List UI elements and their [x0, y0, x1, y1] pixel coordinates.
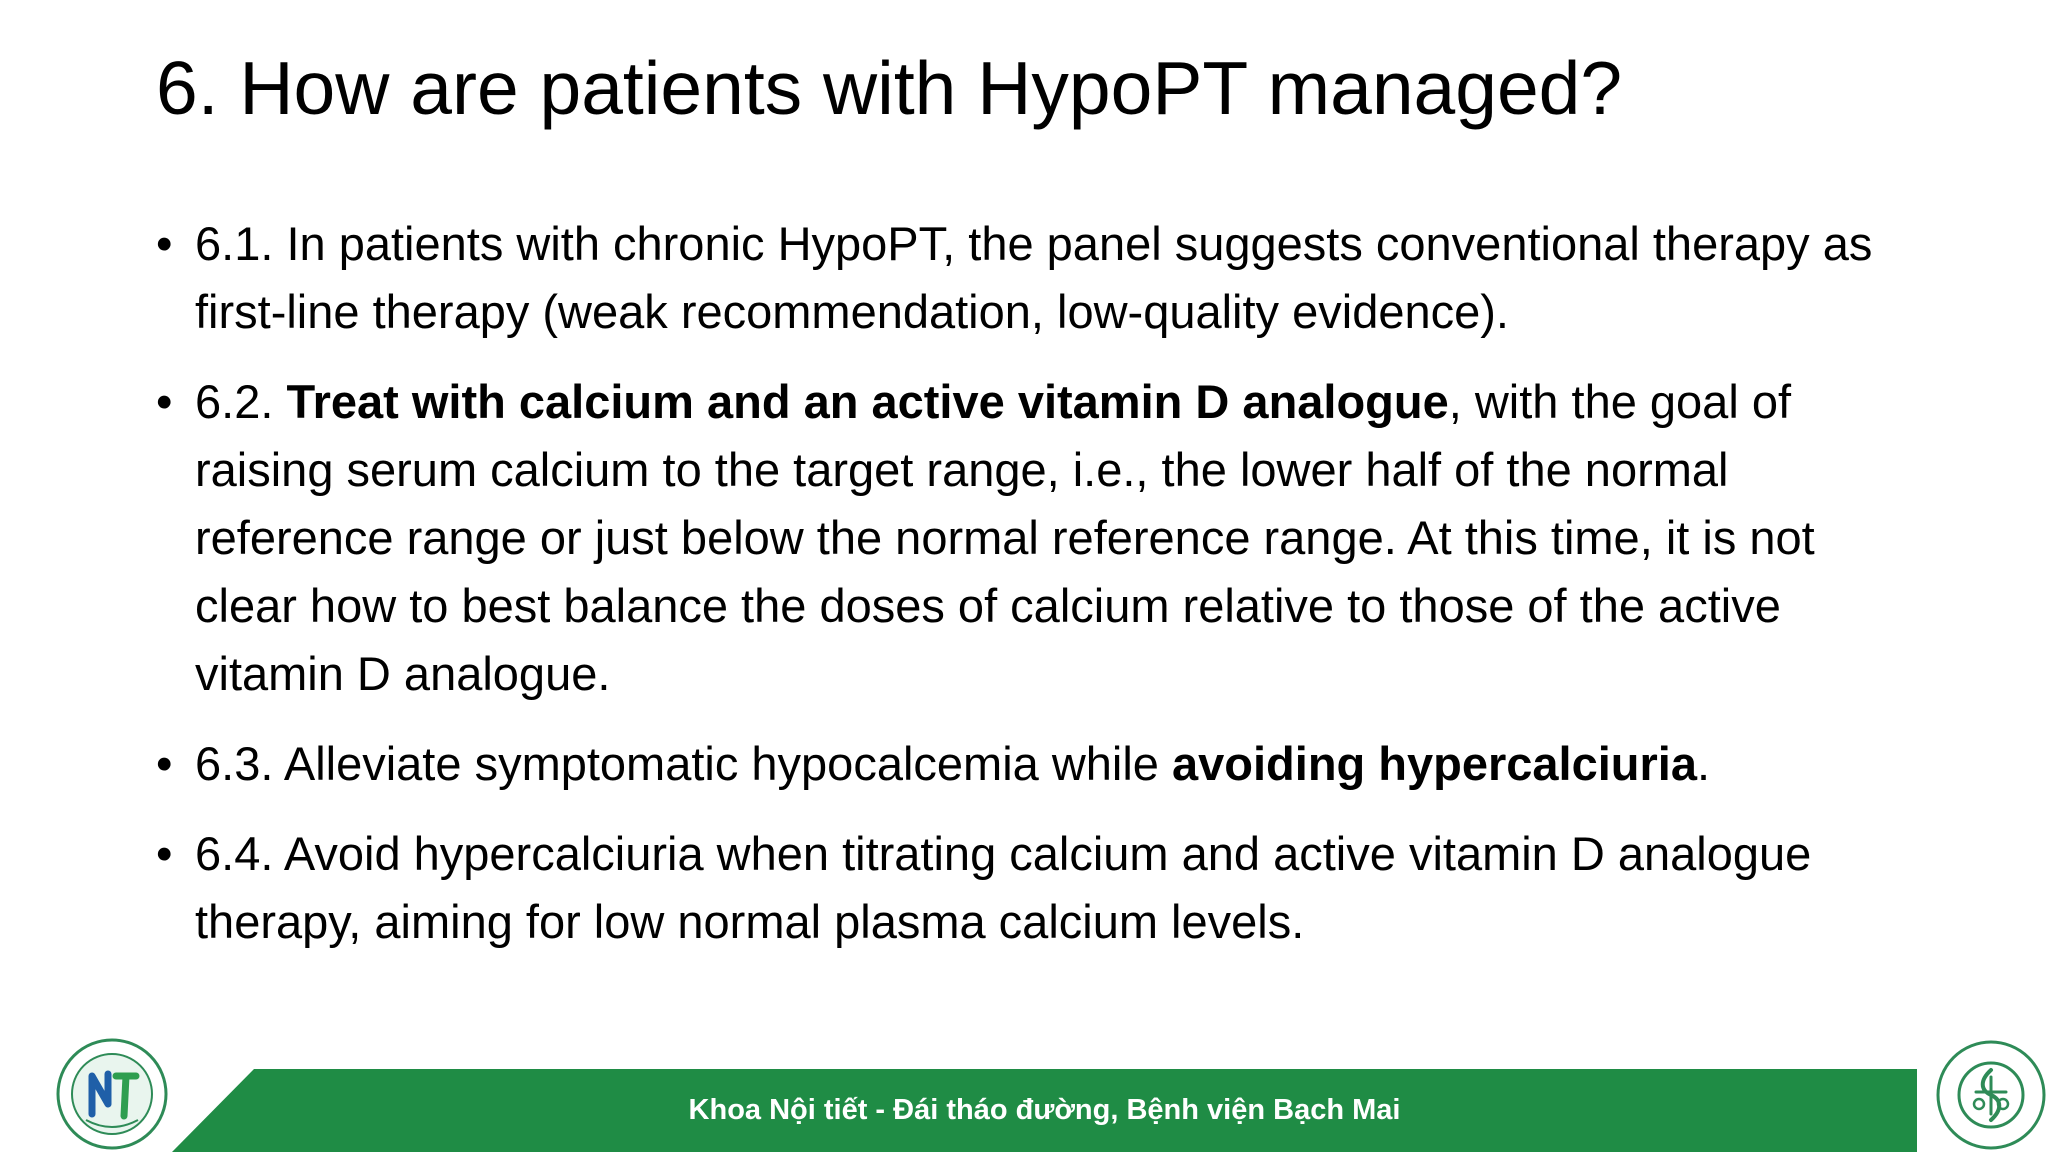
bullet-marker: • [156, 737, 173, 790]
footer-text: Khoa Nội tiết - Đái tháo đường, Bệnh viện Bạch Mai [688, 1094, 1401, 1126]
bullet-text-bold: avoiding hypercalciuria [1172, 737, 1698, 790]
bullet-text: 6.1. In patients with chronic HypoPT, the panel suggests conventional therapy as first-line therapy (weak recommendation, low-quality evidence). [195, 217, 1873, 338]
bullet-text-suffix: . [1697, 737, 1711, 790]
bullet-text-prefix: 6.2. [195, 375, 287, 428]
department-seal-logo [56, 1038, 168, 1150]
bullet-text-bold: Treat with calcium and an active vitamin D analogue [286, 375, 1449, 428]
bullet-marker: • [156, 217, 173, 270]
bullet-item-6-1 [0, 210, 1895, 346]
hospital-seal-logo [1936, 1040, 2046, 1150]
bullet-item-6-4 [0, 820, 1895, 956]
bullet-item-6-3 [0, 730, 1895, 798]
bullet-text: 6.4. Avoid hypercalciuria when titrating calcium and active vitamin D analogue therapy, aiming for low normal plasma calcium levels. [195, 827, 1812, 948]
bullet-text-suffix: , with the goal of raising serum calcium to the target range, i.e., the lower half of the normal reference range or just below the normal reference range. At this time, it is not clear how to best balance the doses of calcium relative to those of the active vitamin D analogue. [195, 375, 1815, 700]
bullet-marker: • [156, 375, 173, 428]
slide-title: 6. How are patients with HypoPT managed? [156, 46, 1623, 130]
bullet-text-prefix: 6.3. Alleviate symptomatic hypocalcemia while [195, 737, 1172, 790]
bullet-item-6-2 [0, 368, 1895, 708]
bullet-list [0, 210, 2048, 978]
bullet-marker: • [156, 827, 173, 880]
